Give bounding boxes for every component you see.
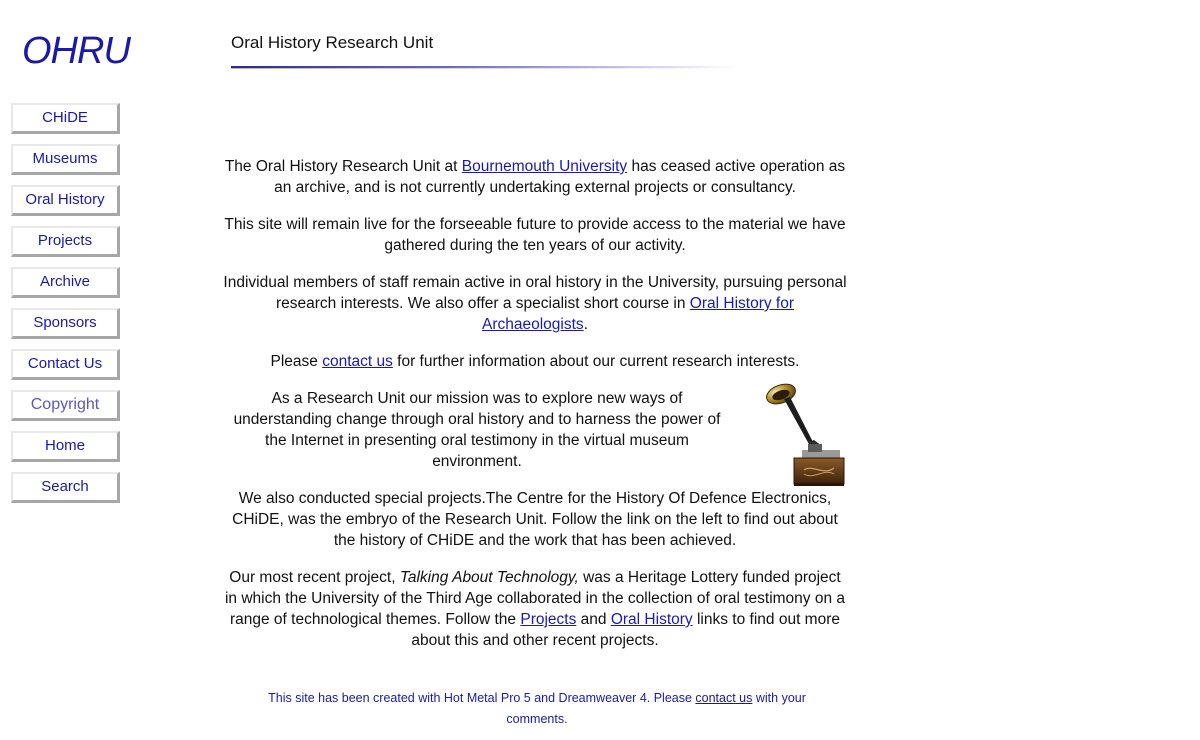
nav-home[interactable]: Home: [11, 431, 120, 462]
nav-museums[interactable]: Museums: [11, 144, 120, 175]
intro-paragraph: The Oral History Research Unit at Bournemouth University has ceased active operation as an archive, and is not currently undertaking external projects or consultancy.: [224, 158, 846, 196]
special-projects-paragraph: We also conducted special projects.The Centre for the History Of Defence Electronics, CHiDE, was the embryo of the Research Unit. Follow the link on the left to find out about the history of CHiDE and the work that has been achieved.: [232, 490, 838, 549]
contact-us-link[interactable]: contact us: [322, 353, 393, 370]
project-title: Talking About Technology,: [399, 569, 579, 586]
nav-archive[interactable]: Archive: [11, 267, 120, 298]
projects-link[interactable]: Projects: [520, 611, 577, 628]
mission-block: [222, 388, 848, 472]
site-footer: This site has been created with Hot Metal Pro 5 and Dreamweaver 4. Please contact us with your comments.: [268, 691, 806, 726]
contact-paragraph: Please contact us for further information about our current research interests.: [270, 353, 800, 370]
staff-paragraph: Individual members of staff remain active in oral history in the University, pursuing personal research interests. We also offer a specialist short course in Oral History for Archaeologists.: [223, 274, 847, 333]
main-content: [222, 156, 848, 667]
site-live-paragraph: This site will remain live for the forseeable future to provide access to the material we have gathered during the ten years of our activity.: [224, 216, 846, 254]
nav-chide[interactable]: CHiDE: [11, 103, 120, 134]
mission-paragraph: As a Research Unit our mission was to explore new ways of understanding change through oral history and to harness the power of the Internet in presenting oral testimony in the virtual museum environment.: [233, 390, 721, 470]
sidebar-nav: [11, 103, 121, 513]
bournemouth-university-link[interactable]: Bournemouth University: [461, 158, 628, 175]
nav-oral-history[interactable]: Oral History: [11, 185, 120, 216]
nav-copyright[interactable]: Copyright: [11, 390, 120, 421]
footer-contact-link[interactable]: contact us: [695, 691, 753, 705]
nav-search[interactable]: Search: [11, 472, 120, 503]
nav-sponsors[interactable]: Sponsors: [11, 308, 120, 339]
oral-history-link[interactable]: Oral History: [610, 611, 693, 628]
oral-history-archaeologists-link[interactable]: Oral History for Archaeologists: [482, 295, 795, 333]
title-divider-accent: [231, 68, 736, 69]
page-title: Oral History Research Unit: [231, 33, 434, 52]
nav-contact-us[interactable]: Contact Us: [11, 349, 120, 380]
site-logo[interactable]: OHRU: [22, 30, 130, 72]
recent-project-paragraph: Our most recent project, Talking About Technology, was a Heritage Lottery funded project in which the University of the Third Age collaborated in the collection of oral testimony on a range of technological themes. Follow the Projects and Oral History links to find out more about this and other recent projects.: [224, 569, 846, 649]
nav-projects[interactable]: Projects: [11, 226, 120, 257]
phonograph-image: [764, 380, 846, 488]
